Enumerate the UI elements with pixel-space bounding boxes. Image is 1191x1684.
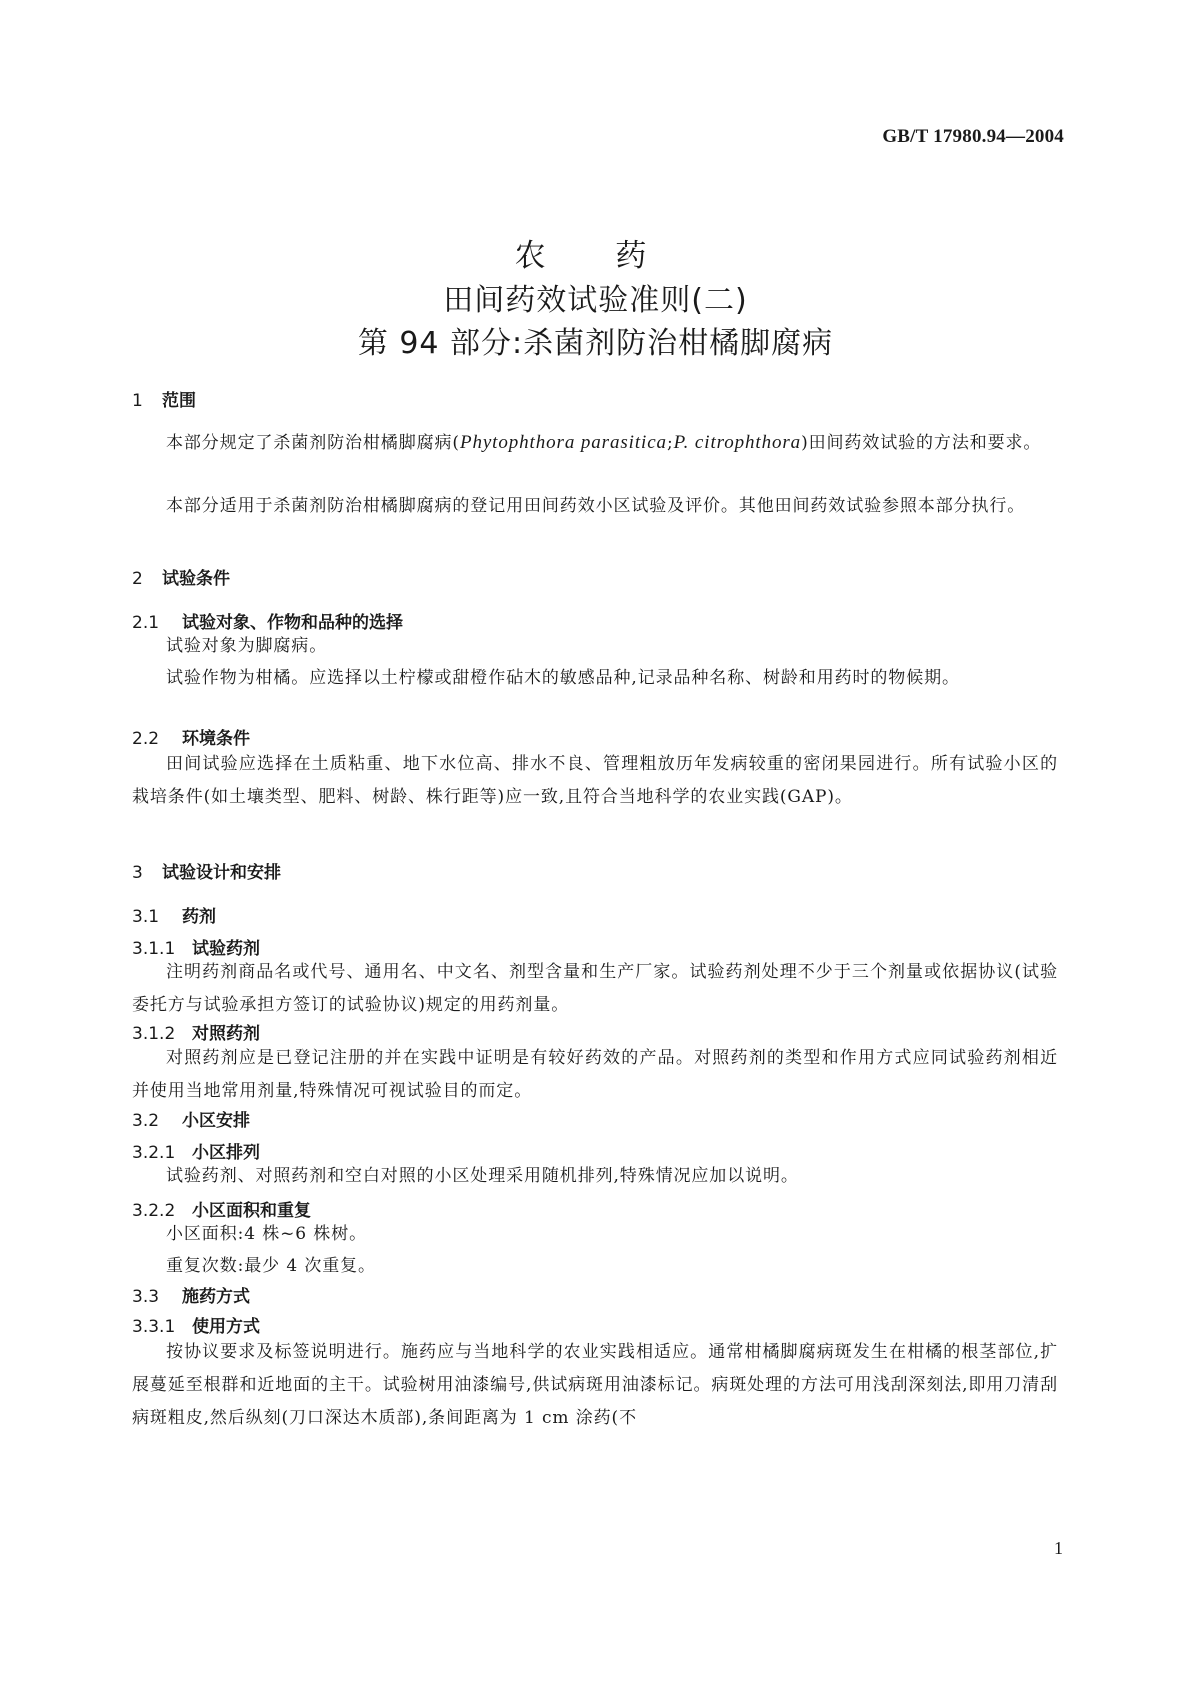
paragraph-3-3-1: 按协议要求及标签说明进行。施药应与当地科学的农业实践相适应。通常柑橘脚腐病斑发生在柑橘的根茎部位,扩展蔓延至根群和近地面的主干。试验树用油漆编号,供试病斑用油漆标记。病斑处理的方法可用浅刮深刻法,即用刀清刮病斑粗皮,然后纵刻(刀口深达木质部),条间距离为 1 cm 涂药(不: [132, 1342, 1058, 1428]
paragraph-2-2: 田间试验应选择在土质粘重、地下水位高、排水不良、管理粗放历年发病较重的密闭果园进行。所有试验小区的栽培条件(如土壤类型、肥料、树龄、株行距等)应一致,且符合当地科学的农业实践(GAP)。: [132, 754, 1058, 807]
title-line-1: 农 药: [514, 238, 677, 274]
section-heading-3-3-1: 3.3.1 使用方式: [132, 1317, 260, 1337]
title-line-3: 第 94 部分:杀菌剂防治柑橘脚腐病: [357, 326, 834, 361]
section-heading-2: 2 试验条件: [132, 569, 230, 589]
paragraph-scope-1: 本部分规定了杀菌剂防治柑橘脚腐病(Phytophthora parasitica;P. citrophthora)田间药效试验的方法和要求。: [166, 432, 1042, 453]
section-heading-3-1: 3.1 药剂: [132, 907, 216, 927]
standard-code: GB/T 17980.94—2004: [882, 126, 1064, 147]
paragraph-3-1-1: 注明药剂商品名或代号、通用名、中文名、剂型含量和生产厂家。试验药剂处理不少于三个剂量或依据协议(试验委托方与试验承担方签订的试验协议)规定的用药剂量。: [132, 962, 1058, 1015]
section-heading-3-1-2: 3.1.2 对照药剂: [132, 1024, 260, 1044]
section-heading-2-1: 2.1 试验对象、作物和品种的选择: [132, 613, 403, 633]
paragraph-3-2-2-a: 小区面积:4 株~6 株树。: [166, 1224, 368, 1244]
section-heading-3-2-2: 3.2.2 小区面积和重复: [132, 1201, 311, 1221]
paragraph-3-2-2-b: 重复次数:最少 4 次重复。: [166, 1256, 376, 1276]
paragraph-scope-2: 本部分适用于杀菌剂防治柑橘脚腐病的登记用田间药效小区试验及评价。其他田间药效试验参照本部分执行。: [166, 496, 1026, 516]
section-heading-2-2: 2.2 环境条件: [132, 729, 250, 749]
section-heading-3-2: 3.2 小区安排: [132, 1111, 250, 1131]
section-heading-3-1-1: 3.1.1 试验药剂: [132, 939, 260, 959]
paragraph-2-1-a: 试验对象为脚腐病。: [166, 636, 328, 656]
section-heading-3-3: 3.3 施药方式: [132, 1287, 250, 1307]
paragraph-2-1-b: 试验作物为柑橘。应选择以土柠檬或甜橙作砧木的敏感品种,记录品种名称、树龄和用药时的物候期。: [166, 668, 960, 688]
section-heading-3-2-1: 3.2.1 小区排列: [132, 1143, 260, 1163]
paragraph-3-2-1: 试验药剂、对照药剂和空白对照的小区处理采用随机排列,特殊情况应加以说明。: [166, 1166, 799, 1186]
title-line-2: 田间药效试验准则(二): [443, 283, 748, 318]
page-number: 1: [1054, 1538, 1063, 1558]
section-heading-1: 1 范围: [132, 391, 196, 411]
paragraph-3-1-2: 对照药剂应是已登记注册的并在实践中证明是有较好药效的产品。对照药剂的类型和作用方式应同试验药剂相近并使用当地常用剂量,特殊情况可视试验目的而定。: [132, 1048, 1058, 1101]
section-heading-3: 3 试验设计和安排: [132, 863, 281, 883]
